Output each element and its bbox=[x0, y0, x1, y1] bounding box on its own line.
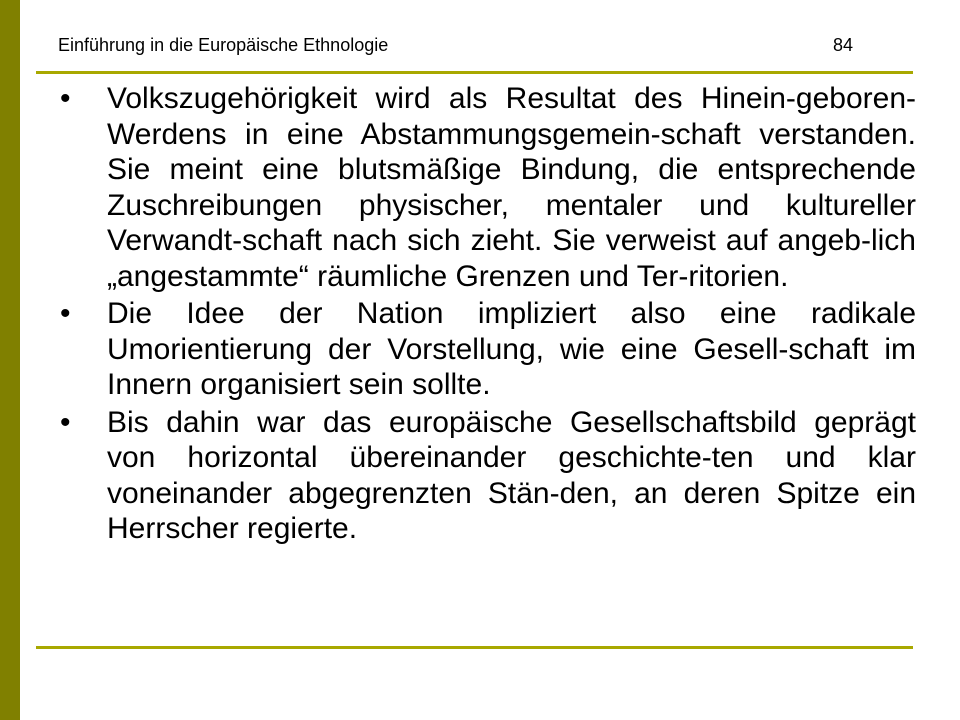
footer-divider bbox=[36, 646, 913, 649]
slide-header bbox=[58, 33, 853, 57]
bullet-list bbox=[60, 81, 916, 547]
bullet-icon: • bbox=[60, 405, 71, 439]
bullet-icon: • bbox=[60, 82, 71, 115]
header-title: Einführung in die Europäische Ethnologie bbox=[58, 35, 389, 55]
bullet-text: Bis dahin war das europäische Gesellschaftsbild geprägt von horizontal übereinander geschichte-ten und klar voneinander abgegrenzten Stän-den, an deren Spitze ein Herrscher regierte. bbox=[107, 405, 916, 545]
bullet-item-estates-society bbox=[60, 405, 916, 547]
header-divider bbox=[36, 71, 913, 74]
sidebar-accent-bar bbox=[0, 0, 20, 720]
bullet-item-nation-idea bbox=[60, 296, 916, 403]
bullet-item-nation-belonging bbox=[60, 81, 916, 294]
page-number: 84 bbox=[832, 35, 853, 55]
bullet-text: Volkszugehörigkeit wird als Resultat des Hinein-geboren-Werdens in eine Abstammungsgemein-schaft verstanden. Sie meint eine blutsmäßige Bindung, die entsprechende Zuschreibungen physischer, mentaler und kultureller Verwandt-schaft nach sich zieht. Sie verweist auf angeb-lich „angestammte“ räumliche Grenzen und Ter-ritorien. bbox=[107, 82, 916, 293]
bullet-icon: • bbox=[60, 297, 71, 330]
bullet-text: Die Idee der Nation impliziert also eine radikale Umorientierung der Vorstellung, wie eine Gesell-schaft im Innern organisiert sein sollte. bbox=[107, 297, 916, 401]
